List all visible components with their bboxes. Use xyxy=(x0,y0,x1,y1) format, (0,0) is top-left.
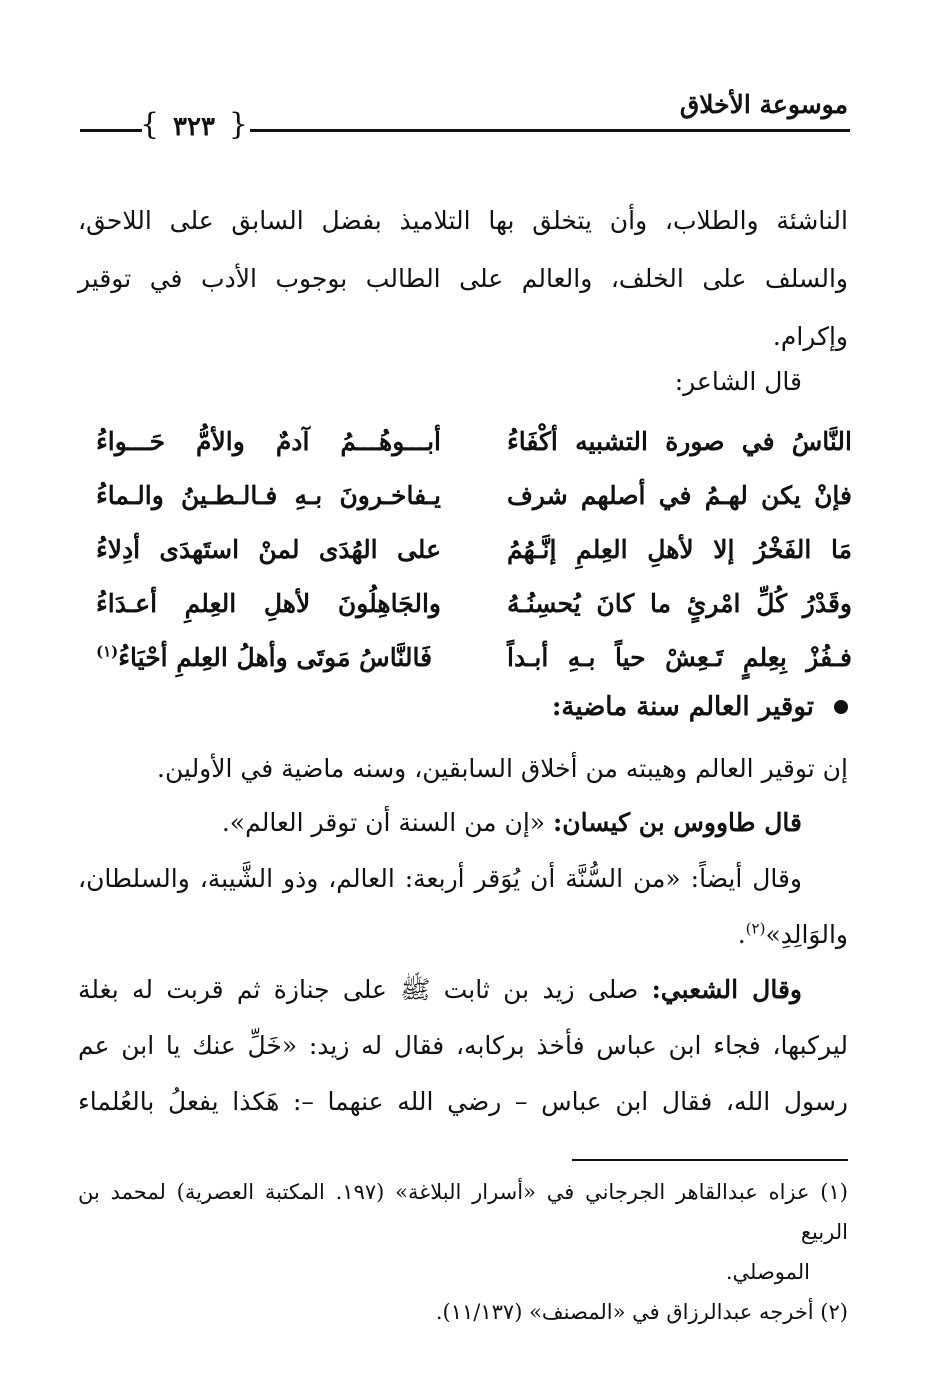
hemistich-right: فـفُزْ بِعِلمٍ تَـعِشْ حياً بـهِ أبـداً xyxy=(507,642,852,672)
opening-paragraph xyxy=(78,192,848,366)
paragraph-line: ليركبها، فجاء ابن عباس فأخذ بركابه، فقال له زيد: «خَلِّ عنك يا ابن عم xyxy=(78,1031,848,1060)
paragraph-line: الناشئة والطلاب، وأن يتخلق بها التلاميذ بفضل السابق على اللاحق، xyxy=(78,206,848,235)
hemistich-right: النَّاسُ في صورة التشبيه أكْفَاءُ xyxy=(507,426,852,456)
hemistich-left: يـفاخـرونَ بـهِ فـالـطـينُ والـماءُ xyxy=(96,480,441,510)
speaker-name: قال طاووس بن كيسان: xyxy=(553,808,802,837)
footnotes xyxy=(78,1172,848,1332)
quote-text: «إن من السنة أن توقر العالم». xyxy=(221,808,554,837)
poem xyxy=(96,414,852,684)
page-number xyxy=(140,107,248,147)
speaker-name: وقال الشعبي: xyxy=(651,975,802,1004)
paragraph-line xyxy=(78,962,848,1018)
hemistich-right: مَا الفَخْرُ إلا لأهلِ العِلمِ إنَّـهُمُ xyxy=(507,534,852,564)
paragraph-line: وإكرام. xyxy=(772,322,848,351)
poem-intro: قال الشاعر: xyxy=(674,367,802,396)
section-title: توقير العالم سنة ماضية: xyxy=(551,692,814,722)
footnote-ref: (١) xyxy=(96,642,119,661)
line-text: صلى زيد بن ثابت ﷺ على جنازة ثم قربت له بغلة xyxy=(78,975,652,1004)
footnote-1-line: الموصلي. xyxy=(725,1260,810,1284)
section-heading xyxy=(78,692,848,722)
brace-left-icon: { xyxy=(140,107,160,142)
hemistich-left: أبـــوهُـــمُ آدمٌ والأمُّ حَـــواءُ xyxy=(96,426,441,456)
hemistich-left: على الهُدَى لمنْ استَهدَى أدِلاءُ xyxy=(96,534,441,564)
page-number-value: ٣٢٣ xyxy=(173,112,215,142)
line-end: . xyxy=(737,920,746,949)
book-title: موسوعة الأخلاق xyxy=(679,90,848,119)
shabi-paragraph xyxy=(78,962,848,1130)
poem-verse xyxy=(96,630,852,684)
also-paragraph xyxy=(78,851,848,963)
hemistich-right: وقَدْرُ كُلِّ امْرئٍ ما كانَ يُحسِنُـهُ xyxy=(507,588,852,618)
paragraph-line: رسول الله، فقال ابن عباس – رضي الله عنهما –: هَكذا يفعلُ بالعُلماء xyxy=(78,1087,848,1116)
footnote-1-line: (١) عزاه عبدالقاهر الجرجاني في «أسرار البلاغة» (١٩٧. المكتبة العصرية) لمحمد بن الربيع xyxy=(78,1180,848,1244)
poem-verse xyxy=(96,414,852,468)
bullet-icon xyxy=(834,700,848,714)
poem-verse xyxy=(96,576,852,630)
header-rule-left xyxy=(80,129,142,132)
paragraph-line: وقال أيضاً: «من السُّنَّة أن يُوَقر أربعة: العالم، وذو الشَّيبة، والسلطان، xyxy=(78,864,802,893)
poem-verse xyxy=(96,468,852,522)
poem-verse xyxy=(96,522,852,576)
paragraph-line xyxy=(78,907,848,963)
footnote-ref: (٢) xyxy=(745,919,766,938)
tawus-quote xyxy=(78,795,802,851)
hemistich-right: فإنْ يكن لهـمُ في أصلهم شرف xyxy=(507,480,852,510)
header-rule xyxy=(250,129,850,132)
brace-right-icon: } xyxy=(228,107,248,142)
paragraph-line: والسلف على الخلف، والعالم على الطالب بوجوب الأدب في توقير xyxy=(78,264,848,293)
line-text: والوَالِدِ» xyxy=(765,920,848,949)
footnote-2: (٢) أخرجه عبدالرزاق في «المصنف» (١١/١٣٧). xyxy=(435,1300,848,1324)
sunnah-paragraph: إن توقير العالم وهيبته من أخلاق السابقين، وسنه ماضية في الأولين. xyxy=(157,754,848,783)
hemistich-left: والجَاهِلُونَ لأهلِ العِلمِ أعـدَاءُ xyxy=(96,588,441,618)
footnote-rule xyxy=(572,1159,848,1161)
hemistich-left xyxy=(96,643,441,672)
hemistich-left-text: فَالنَّاسُ مَوتَى وأهلُ العِلمِ أحْيَاءُ xyxy=(118,642,433,672)
